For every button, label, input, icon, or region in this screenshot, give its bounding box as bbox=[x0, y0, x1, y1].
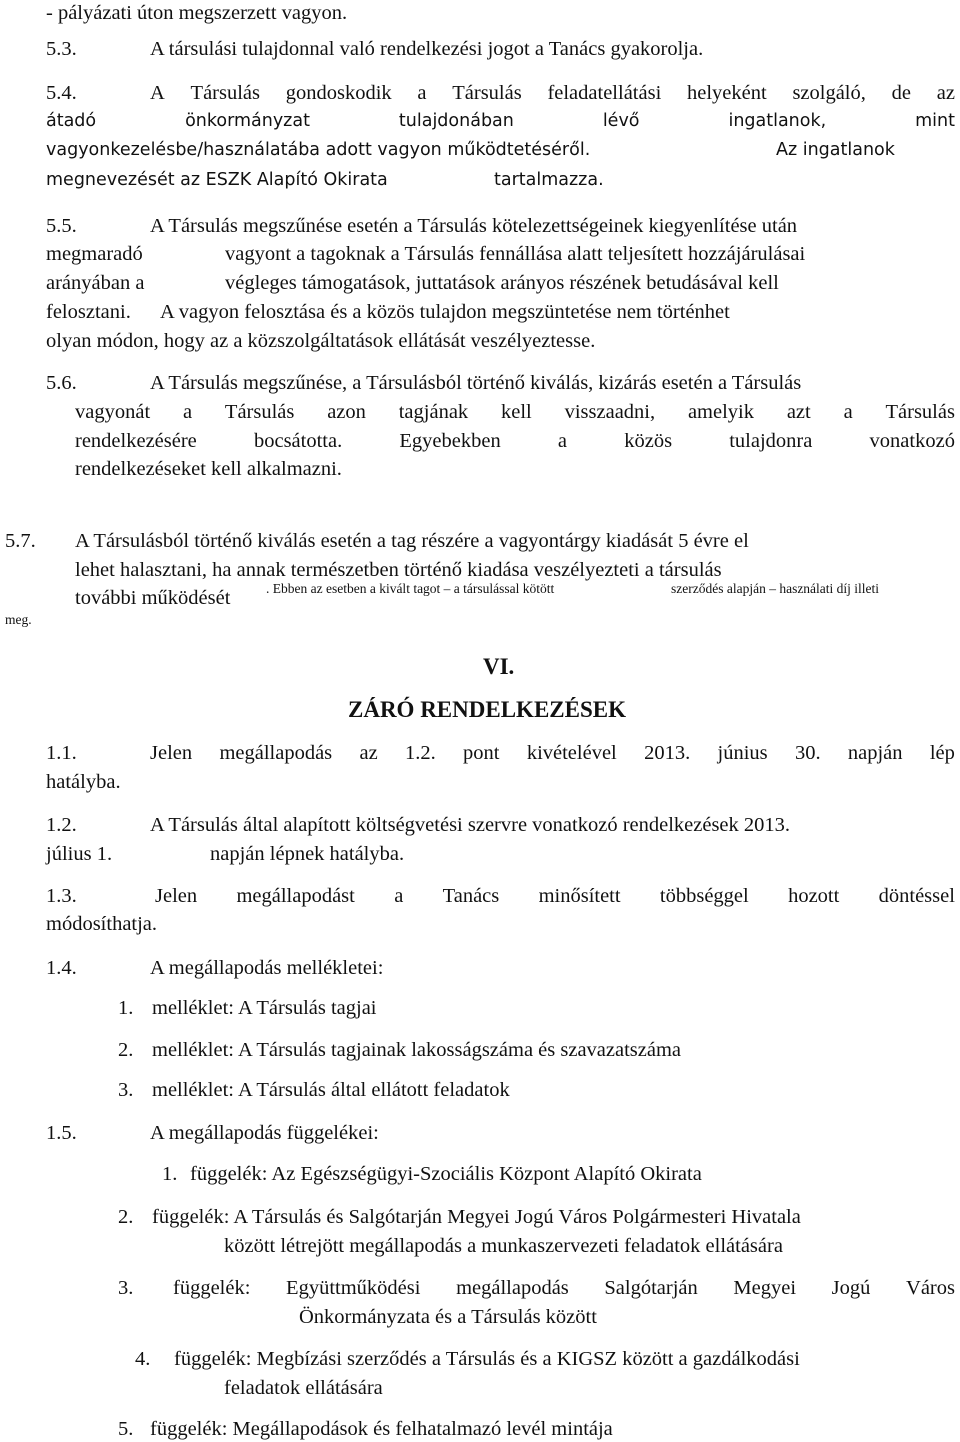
word: rendelkezésére bbox=[75, 430, 197, 452]
word: Tanács bbox=[442, 885, 500, 907]
paragraph-line: további működését bbox=[75, 587, 231, 609]
paragraph-line: A társulási tulajdonnal való rendelkezési jogot a Tanács gyakorolja. bbox=[150, 38, 704, 60]
word: A bbox=[150, 82, 165, 104]
paragraph-line bbox=[155, 883, 955, 909]
paragraph-line: A Társulás által alapított költségvetési szervre vonatkozó rendelkezések 2013. bbox=[150, 814, 791, 836]
paragraph-line: - pályázati úton megszerzett vagyon. bbox=[46, 2, 348, 24]
word: 2013. bbox=[644, 742, 691, 764]
list-item: melléklet: A Társulás által ellátott feladatok bbox=[152, 1079, 510, 1101]
word: Jelen bbox=[150, 742, 193, 764]
list-item bbox=[173, 1275, 955, 1301]
paragraph-line: rendelkezéseket kell alkalmazni. bbox=[75, 458, 342, 480]
word: közös bbox=[624, 430, 673, 452]
paragraph-line: vagyonkezelésbe/használatába adott vagyon működtetéséről. bbox=[46, 140, 591, 160]
list-item: között létrejött megállapodás a munkaszervezeti feladatok ellátására bbox=[224, 1235, 783, 1257]
paragraph-line: A vagyon felosztása és a közös tulajdon megszüntetése nem történhet bbox=[160, 301, 730, 323]
word: Társulás bbox=[224, 401, 295, 423]
paragraph-line: A Társulásból történő kiválás esetén a tag részére a vagyontárgy kiadását 5 évre el bbox=[75, 530, 749, 552]
section-number: 1.1. bbox=[46, 742, 77, 764]
word: megállapodást bbox=[236, 885, 355, 907]
word: napján bbox=[847, 742, 903, 764]
word: Együttműködési bbox=[286, 1277, 421, 1299]
word: Salgótarján bbox=[604, 1277, 698, 1299]
word: a bbox=[557, 430, 568, 452]
word: a bbox=[394, 885, 404, 907]
word: az bbox=[936, 82, 955, 104]
paragraph-line bbox=[75, 428, 955, 454]
word: hozott bbox=[788, 885, 840, 907]
list-number: 5. bbox=[118, 1418, 134, 1440]
word: bocsátotta. bbox=[253, 430, 343, 452]
paragraph-line: A Társulás megszűnése esetén a Társulás kötelezettségeinek kiegyenlítése után bbox=[150, 215, 798, 237]
list-item: függelék: Az Egészségügyi-Szociális Központ Alapító Okirata bbox=[190, 1163, 702, 1185]
section-number: 1.2. bbox=[46, 814, 77, 836]
word: kell bbox=[501, 401, 532, 423]
word: helyeként bbox=[687, 82, 767, 104]
paragraph-line: tartalmazza. bbox=[494, 170, 604, 190]
paragraph-line: módosíthatja. bbox=[46, 913, 158, 935]
list-number: 1. bbox=[118, 997, 134, 1019]
paragraph-line bbox=[46, 108, 955, 134]
paragraph-line: arányában a bbox=[46, 272, 145, 294]
word: többséggel bbox=[659, 885, 749, 907]
word: gondoskodik bbox=[285, 82, 392, 104]
list-item: függelék: Megbízási szerződés a Társulás és a KIGSZ között a gazdálkodási bbox=[174, 1348, 800, 1370]
paragraph-line: napján lépnek hatályba. bbox=[210, 843, 405, 865]
paragraph-line: felosztani. bbox=[46, 301, 131, 323]
word: szolgáló, bbox=[792, 82, 866, 104]
word: 30. bbox=[794, 742, 821, 764]
word: minősített bbox=[538, 885, 621, 907]
paragraph-line: olyan módon, hogy az a közszolgáltatások ellátását veszélyeztesse. bbox=[46, 330, 596, 352]
list-number: 4. bbox=[135, 1348, 151, 1370]
list-number: 3. bbox=[118, 1079, 134, 1101]
word: Jelen bbox=[155, 885, 198, 907]
list-number: 1. bbox=[162, 1163, 178, 1185]
word: Megyei bbox=[733, 1277, 797, 1299]
paragraph-line: A megállapodás mellékletei: bbox=[150, 957, 384, 979]
word: Jogú bbox=[831, 1277, 871, 1299]
paragraph-line bbox=[75, 399, 955, 425]
word: Város bbox=[906, 1277, 955, 1299]
word: a bbox=[843, 401, 853, 423]
list-number: 2. bbox=[118, 1039, 134, 1061]
word: tulajdonában bbox=[398, 111, 514, 131]
word: vagyonát bbox=[75, 401, 151, 423]
word: azt bbox=[786, 401, 811, 423]
paragraph-line: július 1. bbox=[46, 843, 113, 865]
word: amelyik bbox=[687, 401, 754, 423]
list-item: Önkormányzata és a Társulás között bbox=[299, 1306, 597, 1328]
list-item: melléklet: A Társulás tagjainak lakosságszáma és szavazatszáma bbox=[152, 1039, 682, 1061]
word: döntéssel bbox=[878, 885, 955, 907]
section-number: 1.3. bbox=[46, 885, 77, 907]
word: lép bbox=[929, 742, 955, 764]
paragraph-line: szerződés alapján – használati díj illeti bbox=[671, 581, 880, 596]
word: azon bbox=[327, 401, 366, 423]
chapter-title: ZÁRÓ RENDELKEZÉSEK bbox=[348, 697, 626, 722]
paragraph-line: vagyont a tagoknak a Társulás fennállása alatt teljesített hozzájárulásai bbox=[225, 243, 806, 265]
section-number: 5.5. bbox=[46, 215, 77, 237]
paragraph-line: megmaradó bbox=[46, 243, 143, 265]
word: a bbox=[417, 82, 427, 104]
word: mint bbox=[915, 111, 955, 131]
paragraph-line: meg. bbox=[5, 612, 32, 627]
section-number: 1.4. bbox=[46, 957, 77, 979]
section-number: 1.5. bbox=[46, 1122, 77, 1144]
word: Társulás bbox=[190, 82, 260, 104]
word: megállapodás bbox=[456, 1277, 569, 1299]
section-number: 5.4. bbox=[46, 82, 77, 104]
paragraph-line: lehet halasztani, ha annak természetben történő kiadása veszélyezteti a társulás bbox=[75, 559, 722, 581]
word: Társulás bbox=[452, 82, 522, 104]
paragraph-line: A Társulás megszűnése, a Társulásból történő kiválás, kizárás esetén a Társulás bbox=[150, 372, 802, 394]
word: függelék: bbox=[173, 1277, 251, 1299]
word: visszaadni, bbox=[564, 401, 656, 423]
word: 1.2. bbox=[404, 742, 436, 764]
paragraph-line: . Ebben az esetben a kivált tagot – a társulással kötött bbox=[266, 581, 555, 596]
word: ingatlanok, bbox=[728, 111, 827, 131]
word: megállapodás bbox=[219, 742, 333, 764]
list-item: melléklet: A Társulás tagjai bbox=[152, 997, 377, 1019]
word: pont bbox=[463, 742, 500, 764]
paragraph-line bbox=[150, 740, 955, 766]
word: feladatellátási bbox=[547, 82, 662, 104]
paragraph-line: Az ingatlanok bbox=[776, 140, 895, 160]
list-item: függelék: A Társulás és Salgótarján Megyei Jogú Város Polgármesteri Hivatala bbox=[152, 1206, 801, 1228]
list-number: 3. bbox=[118, 1277, 134, 1299]
word: lévő bbox=[602, 111, 640, 131]
word: átadó bbox=[46, 111, 97, 131]
word: kivételével bbox=[526, 742, 617, 764]
word: az bbox=[359, 742, 378, 764]
word: önkormányzat bbox=[185, 111, 310, 131]
paragraph-line: végleges támogatások, juttatások arányos részének betudásával kell bbox=[225, 272, 779, 294]
word: vonatkozó bbox=[869, 430, 955, 452]
word: de bbox=[891, 82, 911, 104]
word: Társulás bbox=[885, 401, 955, 423]
list-item: feladatok ellátására bbox=[224, 1377, 383, 1399]
paragraph-line bbox=[150, 80, 955, 106]
section-number: 5.3. bbox=[46, 38, 77, 60]
chapter-number: VI. bbox=[483, 654, 515, 679]
paragraph-line: megnevezését az ESZK Alapító Okirata bbox=[46, 170, 388, 190]
list-number: 2. bbox=[118, 1206, 134, 1228]
word: tagjának bbox=[398, 401, 469, 423]
list-item: függelék: Megállapodások és felhatalmazó levél mintája bbox=[150, 1418, 613, 1440]
word: június bbox=[717, 742, 768, 764]
word: Egyebekben bbox=[399, 430, 501, 452]
word: a bbox=[182, 401, 193, 423]
section-number: 5.6. bbox=[46, 372, 77, 394]
word: tulajdonra bbox=[729, 430, 813, 452]
section-number: 5.7. bbox=[5, 530, 36, 552]
paragraph-line: hatályba. bbox=[46, 771, 121, 793]
paragraph-line: A megállapodás függelékei: bbox=[150, 1122, 379, 1144]
